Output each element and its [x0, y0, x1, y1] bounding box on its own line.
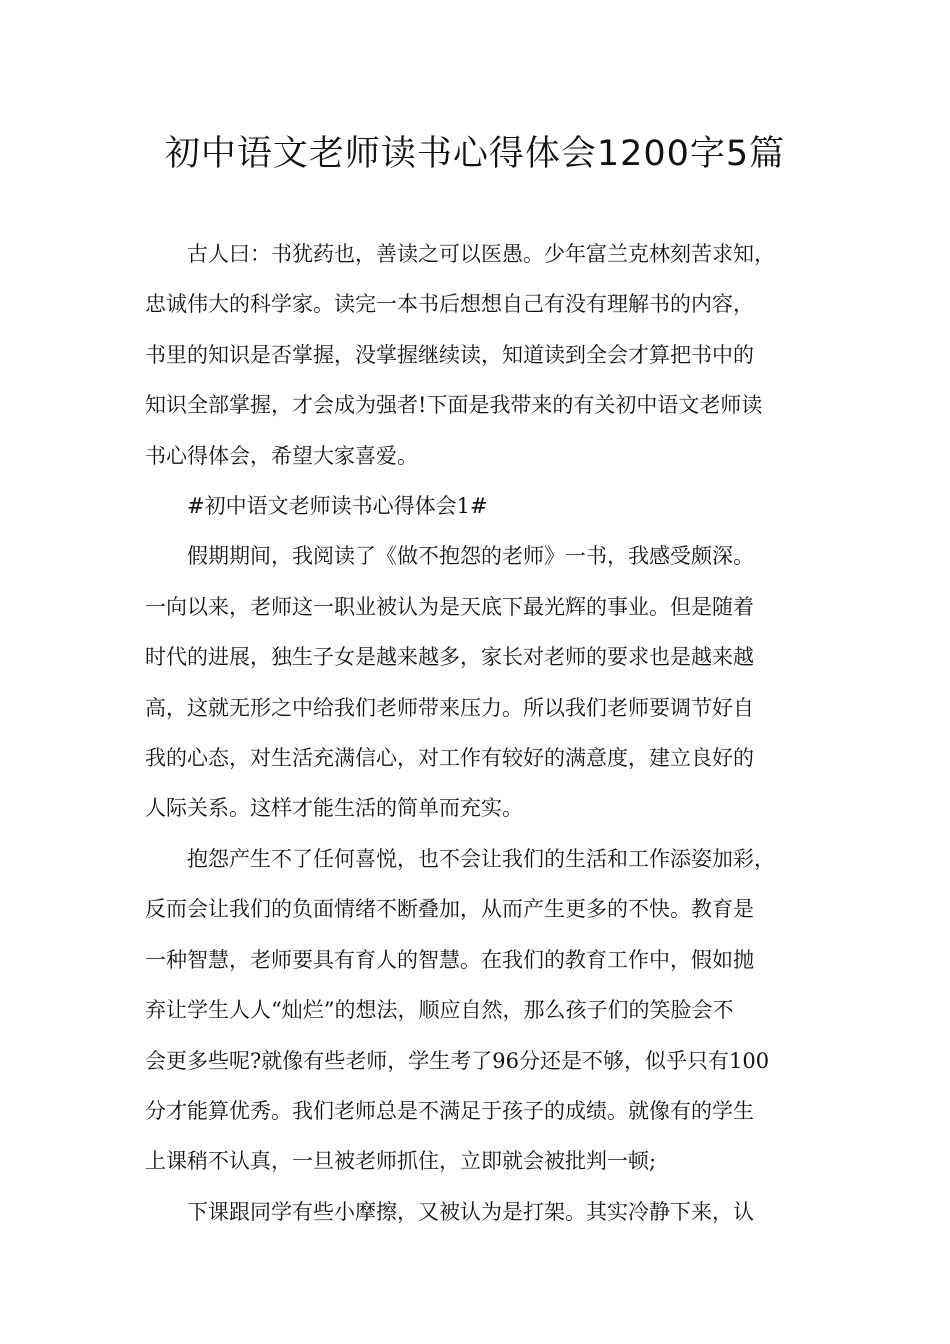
text-line: 知识全部掌握，才会成为强者!下面是我带来的有关初中语文老师读: [145, 393, 763, 418]
text-line: 假期期间，我阅读了《做不抱怨的老师》一书，我感受颇深。: [187, 544, 754, 569]
text-line: 书里的知识是否掌握，没掌握继续读，知道读到全会才算把书中的: [145, 342, 754, 367]
text-line: 忠诚伟大的科学家。读完一本书后想想自己有没有理解书的内容，: [145, 292, 754, 317]
text-line: 会更多些呢?就像有些老师，学生考了96分还是不够，似乎只有100: [145, 1048, 770, 1073]
text-line: 我的心态，对生活充满信心，对工作有较好的满意度，建立良好的: [145, 746, 754, 771]
body-paragraph: [145, 1187, 825, 1237]
body-paragraph: [145, 834, 825, 1187]
text-line: 一向以来，老师这一职业被认为是天底下最光辉的事业。但是随着: [145, 594, 754, 619]
section-heading: [145, 481, 825, 531]
text-line: 下课跟同学有些小摩擦，又被认为是打架。其实冷静下来，认: [187, 1199, 754, 1224]
section-heading-text: #初中语文老师读书心得体会1#: [187, 494, 488, 519]
text-line: 一种智慧，老师要具有育人的智慧。在我们的教育工作中，假如抛: [145, 947, 754, 972]
text-line: 书心得体会，希望大家喜爱。: [145, 443, 418, 468]
text-line: 上课稍不认真，一旦被老师抓住，立即就会被批判一顿;: [145, 1149, 657, 1174]
text-line: 分才能算优秀。我们老师总是不满足于孩子的成绩。就像有的学生: [145, 1098, 754, 1123]
text-line: 高，这就无形之中给我们老师带来压力。所以我们老师要调节好自: [145, 695, 754, 720]
page-title: 初中语文老师读书心得体会1200字5篇: [164, 134, 786, 174]
text-line: 古人曰：书犹药也，善读之可以医愚。少年富兰克林刻苦求知，: [187, 242, 775, 266]
text-line: 反而会让我们的负面情绪不断叠加，从而产生更多的不快。教育是: [145, 897, 754, 922]
text-line: 时代的进展，独生子女是越来越多，家长对老师的要求也是越来越: [145, 645, 754, 670]
intro-paragraph: [145, 229, 825, 481]
body-paragraph: [145, 531, 825, 833]
text-line: 抱怨产生不了任何喜悦，也不会让我们的生活和工作添姿加彩，: [187, 846, 775, 871]
text-line: 弃让学生人人“灿烂”的想法，顺应自然，那么孩子们的笑脸会不: [145, 998, 734, 1023]
document-body: [145, 229, 825, 1237]
text-line: 人际关系。这样才能生活的简单而充实。: [145, 796, 523, 821]
